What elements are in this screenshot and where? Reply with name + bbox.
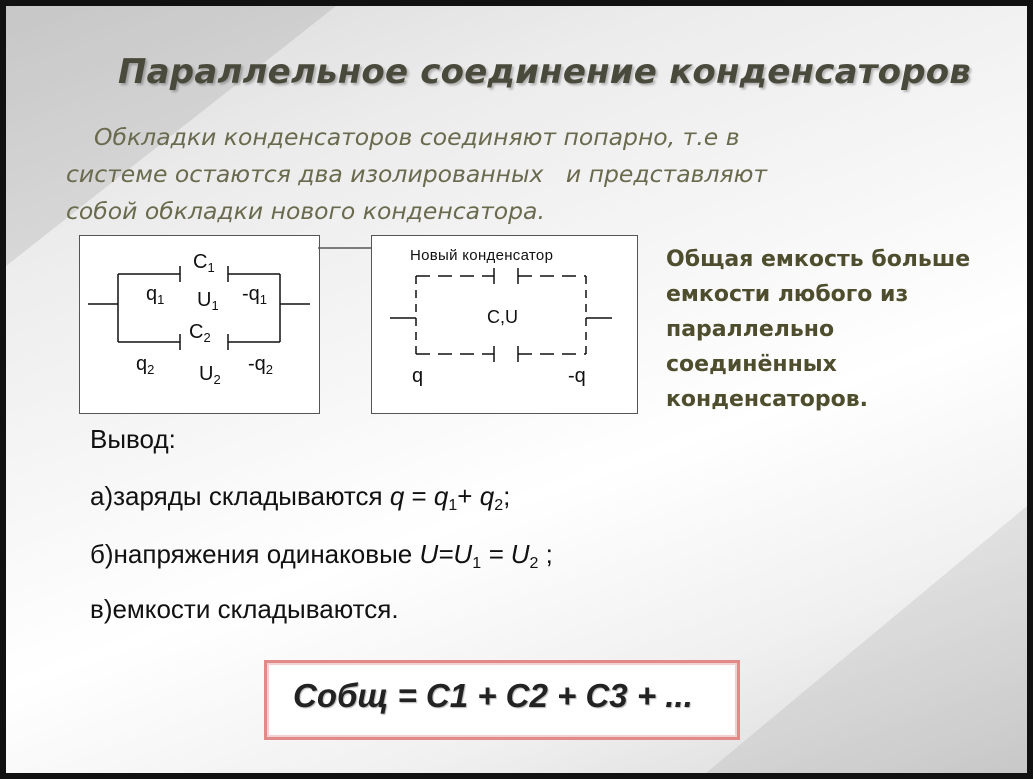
- conclusion-capacitances: в)емкости складываются.: [90, 594, 399, 624]
- total-capacitance-formula-box: [264, 660, 740, 740]
- conclusion-charges: а)заряды складываются $q = q_1+ q_2$;: [90, 481, 511, 514]
- q1-label: $q_1$: [146, 283, 165, 307]
- conclusion-voltages: б)напряжения одинаковые $U=U_1 = U_2$ ;: [90, 539, 553, 572]
- intro-line-2: системе остаются два изолированных и представляют: [66, 160, 768, 188]
- note-line-5: конденсаторов.: [666, 387, 869, 412]
- c2-label: $C_2$: [189, 321, 211, 345]
- u1-label: $U_1$: [197, 289, 219, 313]
- note-line-1: Общая емкость больше: [666, 247, 971, 272]
- intro-paragraph: [66, 119, 916, 230]
- q2-label: $q_2$: [136, 353, 155, 377]
- q-label: q: [412, 365, 424, 387]
- slide-title: Параллельное соединение конденсаторов: [118, 52, 972, 92]
- cu-label: C,U: [487, 307, 518, 327]
- capacitance-note: [666, 242, 1021, 417]
- new-capacitor-caption: Новый конденсатор: [410, 247, 554, 264]
- note-line-2: емкости любого из: [666, 282, 909, 307]
- parallel-circuit-diagram: [79, 235, 320, 414]
- minus-q2-label: $-q_2$: [248, 353, 274, 377]
- intro-line-3: собой обкладки нового конденсатора.: [66, 197, 545, 225]
- minus-q-label: -q: [568, 365, 586, 387]
- slide: [6, 6, 1027, 773]
- intro-line-1: Обкладки конденсаторов соединяют попарно, т.е в: [94, 123, 740, 151]
- minus-q1-label: $-q_1$: [242, 283, 268, 307]
- c1-label: $C_1$: [193, 251, 215, 275]
- note-line-3: параллельно: [666, 317, 835, 342]
- note-line-4: соединённых: [666, 352, 837, 377]
- u2-label: $U_2$: [199, 363, 221, 387]
- conclusion-heading: Вывод:: [90, 424, 176, 454]
- equivalent-capacitor-diagram: [371, 235, 638, 414]
- total-capacitance-formula: Cобщ = C1 + C2 + C3 + ...: [293, 677, 693, 714]
- connector-line: [318, 246, 372, 250]
